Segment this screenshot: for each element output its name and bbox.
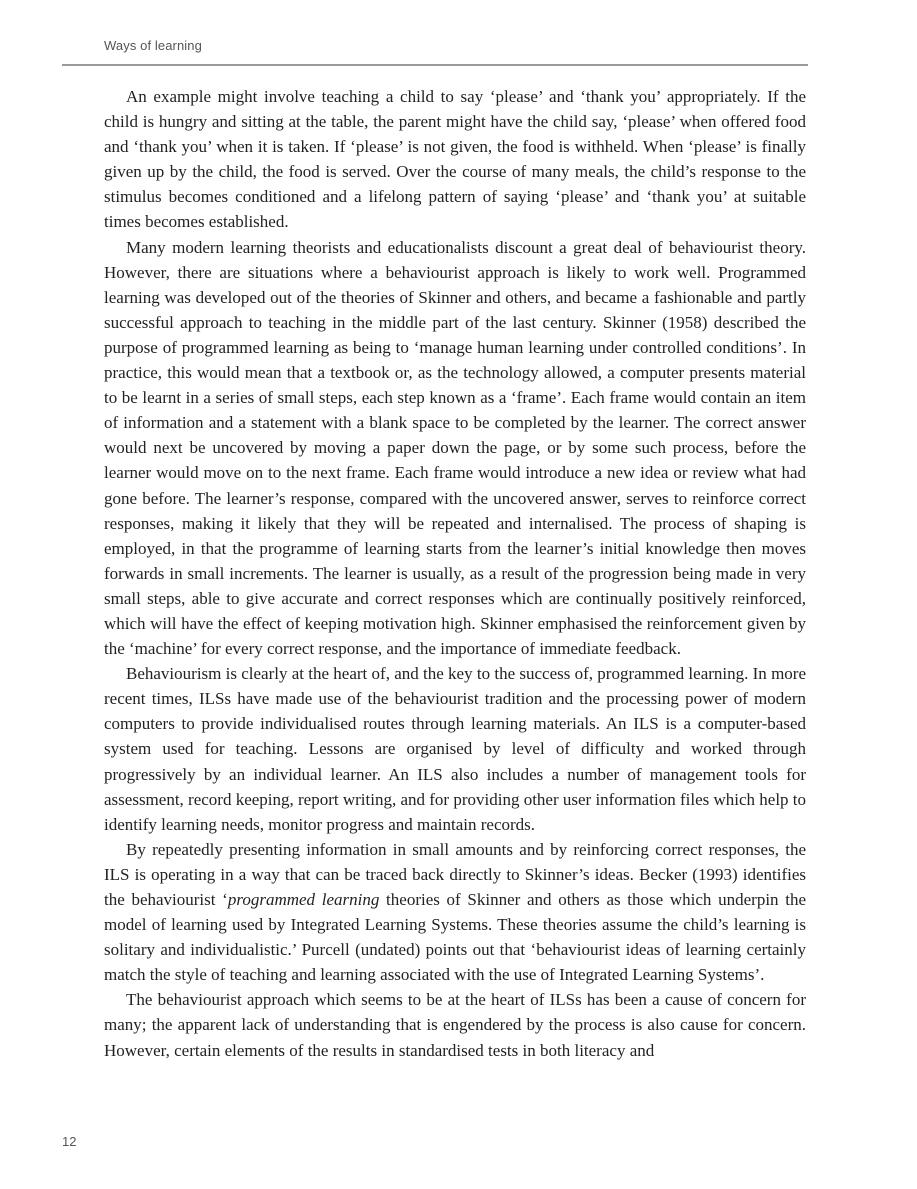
paragraph-5: The behaviourist approach which seems to be at the heart of ILSs has been a cause of concern for many; the apparent lack of understanding that is engendered by the process is also cause for concern. However, certain elements of the results in standardised tests in both literacy and [104,990,806,1060]
paragraph-4-italic-term: programmed learning [227,890,380,909]
paragraph-4-text-end: theories of Skinner and others as those which underpin the model of learning used by Integrated Learning Systems. These theories assume the child’s learning is solitary and individualistic.’ Purcell (undated) points out that ‘behaviourist ideas of learning certainly match the style of teaching and learning associated with the use of Integrated Learning Systems’. [104,890,806,985]
paragraph-4-text-start: By repeatedly presenting information in small amounts and by reinforcing correct responses, the ILS is operating in a way that can be traced back directly to Skinner’s ideas. Becker (1993) identifies the behaviourist ‘ [104,839,806,909]
paragraph-1: An example might involve teaching a child to say ‘please’ and ‘thank you’ appropriately. If the child is hungry and sitting at the table, the parent might have the child say, ‘please’ when offered food and ‘thank you’ when it is taken. If ‘please’ is not given, the food is withheld. When ‘please’ is finally given up by the child, the food is served. Over the course of many meals, the child’s response to the stimulus becomes conditioned and a lifelong pattern of saying ‘please’ and ‘thank you’ at suitable times becomes established. [104,87,806,232]
header-rule [62,64,808,66]
running-head: Ways of learning [104,38,202,53]
paragraph-2: Many modern learning theorists and educationalists discount a great deal of behaviourist theory. However, there are situations where a behaviourist approach is likely to work well. Programmed learning was developed out of the theories of Skinner and others, and became a fashionable and partly successful approach to teaching in the middle part of the last century. Skinner (1958) described the purpose of programmed learning as being to ‘manage human learning under controlled conditions’. In practice, this would mean that a textbook or, as the technology allowed, a computer presents material to be learnt in a series of small steps, each step known as a ‘frame’. Each frame would contain an item of information and a statement with a blank space to be completed by the learner. The correct answer would next be uncovered by moving a paper down the page, or by some such process, before the learner would move on to the next frame. Each frame would introduce a new idea or review what had gone before. The learner’s response, compared with the uncovered answer, serves to reinforce correct responses, making it likely that they will be repeated and internalised. The process of shaping is employed, in that the programme of learning starts from the learner’s initial knowledge then moves forwards in small increments. The learner is usually, as a result of the progression being made in very small steps, able to give accurate and correct responses which are continually positively reinforced, which will have the effect of keeping motivation high. Skinner emphasised the reinforcement given by the ‘machine’ for every correct response, and the importance of immediate feedback. [104,237,806,659]
paragraph-3: Behaviourism is clearly at the heart of, and the key to the success of, programmed learning. In more recent times, ILSs have made use of the behaviourist tradition and the processing power of modern computers to provide individualised routes through learning materials. An ILS is a computer-based system used for teaching. Lessons are organised by level of difficulty and worked through progressively by an individual learner. An ILS also includes a number of management tools for assessment, record keeping, report writing, and for providing other user information files which help to identify learning needs, monitor progress and maintain records. [104,664,807,834]
page-number: 12 [62,1134,77,1149]
paragraph-4 [104,837,806,988]
body-text [104,84,806,1063]
